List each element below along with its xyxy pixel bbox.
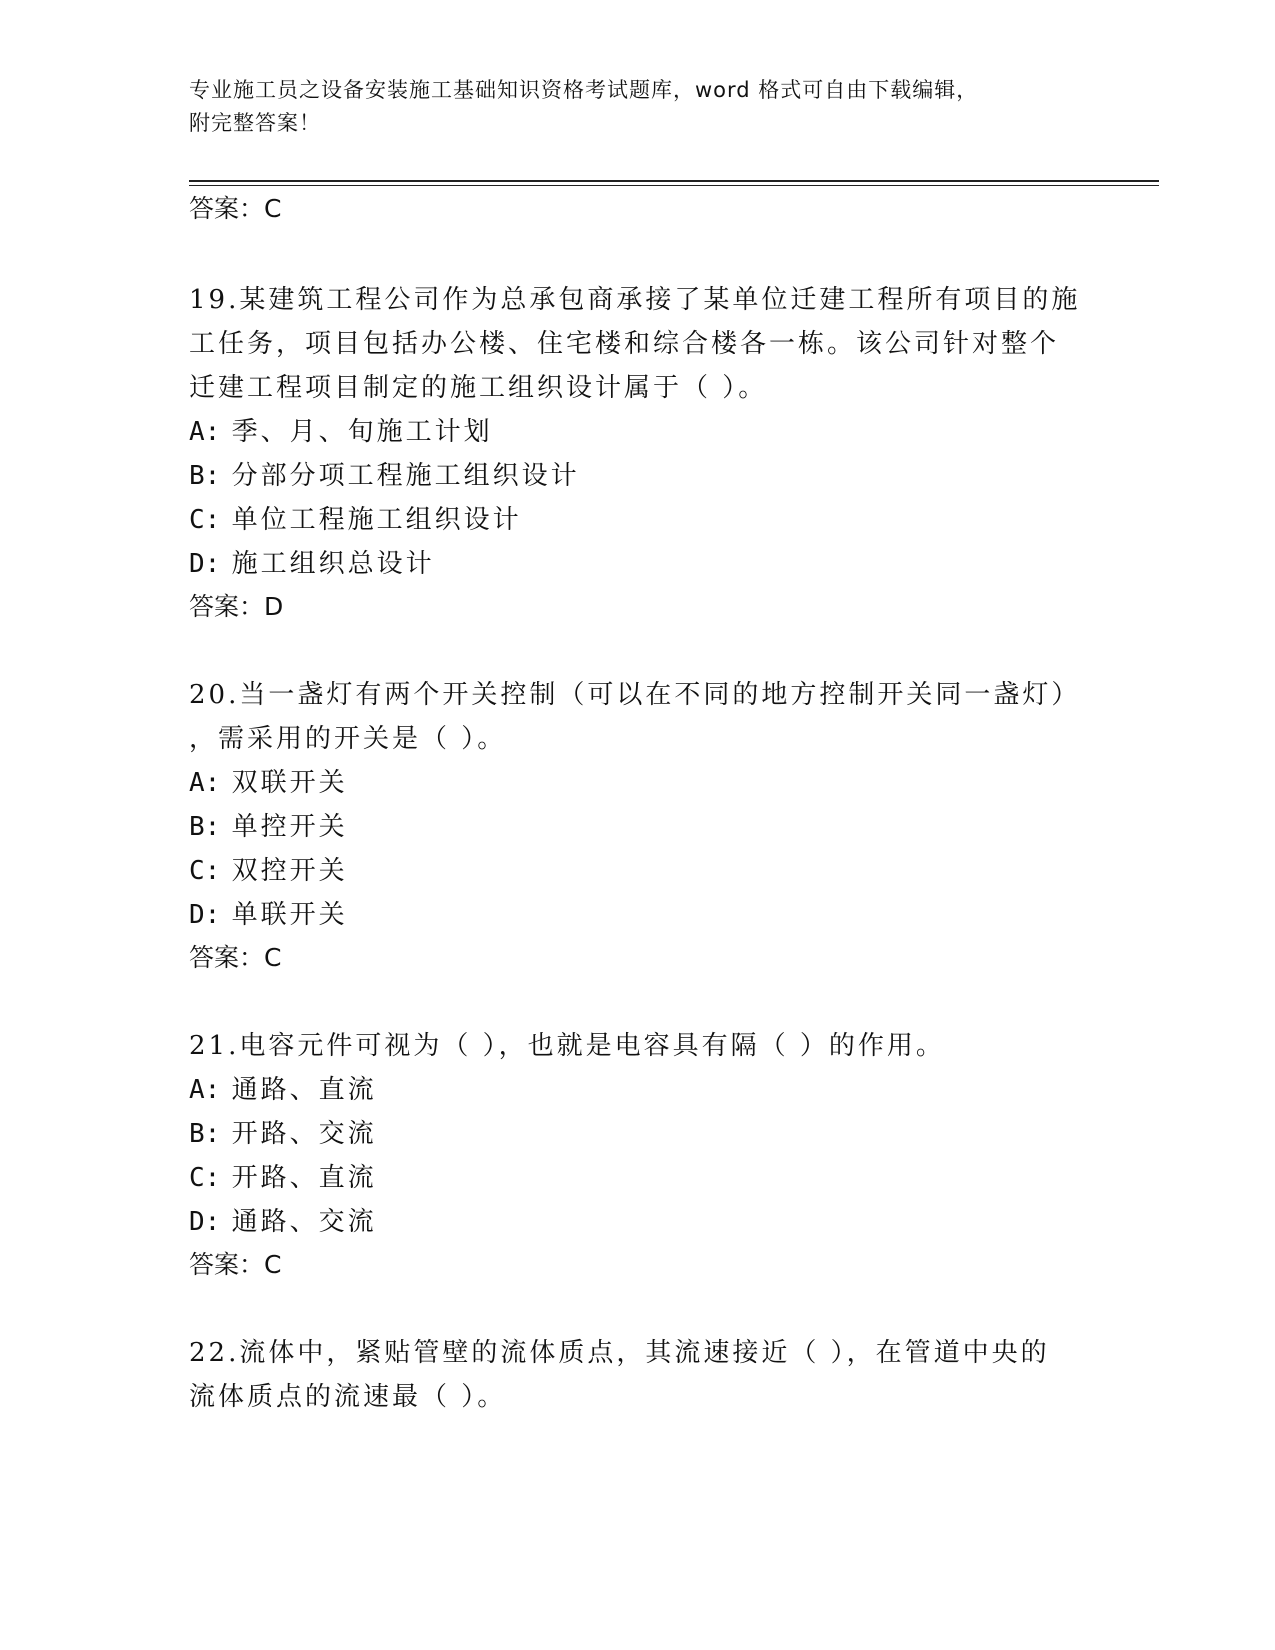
- option-d: [189, 546, 435, 582]
- option-letter: A:: [189, 768, 221, 798]
- option-text: 单控开关: [231, 812, 348, 842]
- option-letter: C:: [189, 1163, 221, 1193]
- question-text-line: 22.流体中，紧贴管壁的流体质点，其流速接近（ ），在管道中央的: [189, 1338, 1050, 1368]
- option-text: 分部分项工程施工组织设计: [231, 461, 580, 491]
- option-text: 季、月、旬施工计划: [231, 417, 493, 447]
- option-c: [189, 1160, 377, 1196]
- option-a: [189, 765, 348, 801]
- option-text: 通路、交流: [231, 1207, 377, 1237]
- question-text-line: 迁建工程项目制定的施工组织设计属于（ ）。: [189, 373, 768, 403]
- question-text-line: 流体质点的流速最（ ）。: [189, 1382, 507, 1412]
- option-letter: A:: [189, 417, 221, 447]
- option-text: 双控开关: [231, 856, 348, 886]
- option-letter: A:: [189, 1075, 221, 1105]
- option-text: 单位工程施工组织设计: [231, 505, 522, 535]
- option-letter: D:: [189, 549, 221, 579]
- option-text: 开路、交流: [231, 1119, 377, 1149]
- option-b: [189, 1116, 377, 1152]
- header-line-2: 附完整答案！: [189, 111, 321, 135]
- option-c: [189, 502, 522, 538]
- option-b: [189, 809, 348, 845]
- header-divider-thick: [189, 180, 1159, 182]
- header-divider-thin: [189, 185, 1159, 186]
- option-text: 通路、直流: [231, 1075, 377, 1105]
- question-text-line: 工任务，项目包括办公楼、住宅楼和综合楼各一栋。该公司针对整个: [189, 329, 1060, 359]
- answer-label: 答案：D: [189, 592, 284, 621]
- option-letter: D:: [189, 1207, 221, 1237]
- option-letter: B:: [189, 812, 221, 842]
- option-a: [189, 414, 493, 450]
- document-header: [189, 74, 1089, 140]
- header-line-1: 专业施工员之设备安装施工基础知识资格考试题库，word 格式可自由下载编辑，: [189, 78, 979, 102]
- answer-label: 答案：C: [189, 194, 282, 223]
- option-text: 双联开关: [231, 768, 348, 798]
- option-letter: B:: [189, 461, 221, 491]
- question-text-line: 20.当一盏灯有两个开关控制（可以在不同的地方控制开关同一盏灯）: [189, 680, 1081, 710]
- question-text-line: ，需采用的开关是（ ）。: [189, 724, 507, 754]
- question-text-line: 19.某建筑工程公司作为总承包商承接了某单位迁建工程所有项目的施: [189, 285, 1081, 315]
- option-b: [189, 458, 580, 494]
- question-text-line: 21.电容元件可视为（ ），也就是电容具有隔（ ）的作用。: [189, 1031, 945, 1061]
- option-text: 单联开关: [231, 900, 348, 930]
- option-letter: C:: [189, 505, 221, 535]
- option-d: [189, 897, 348, 933]
- answer-label: 答案：C: [189, 943, 282, 972]
- option-c: [189, 853, 348, 889]
- option-d: [189, 1204, 377, 1240]
- option-letter: C:: [189, 856, 221, 886]
- option-letter: D:: [189, 900, 221, 930]
- option-a: [189, 1072, 377, 1108]
- option-text: 施工组织总设计: [231, 549, 435, 579]
- option-text: 开路、直流: [231, 1163, 377, 1193]
- option-letter: B:: [189, 1119, 221, 1149]
- answer-label: 答案：C: [189, 1250, 282, 1279]
